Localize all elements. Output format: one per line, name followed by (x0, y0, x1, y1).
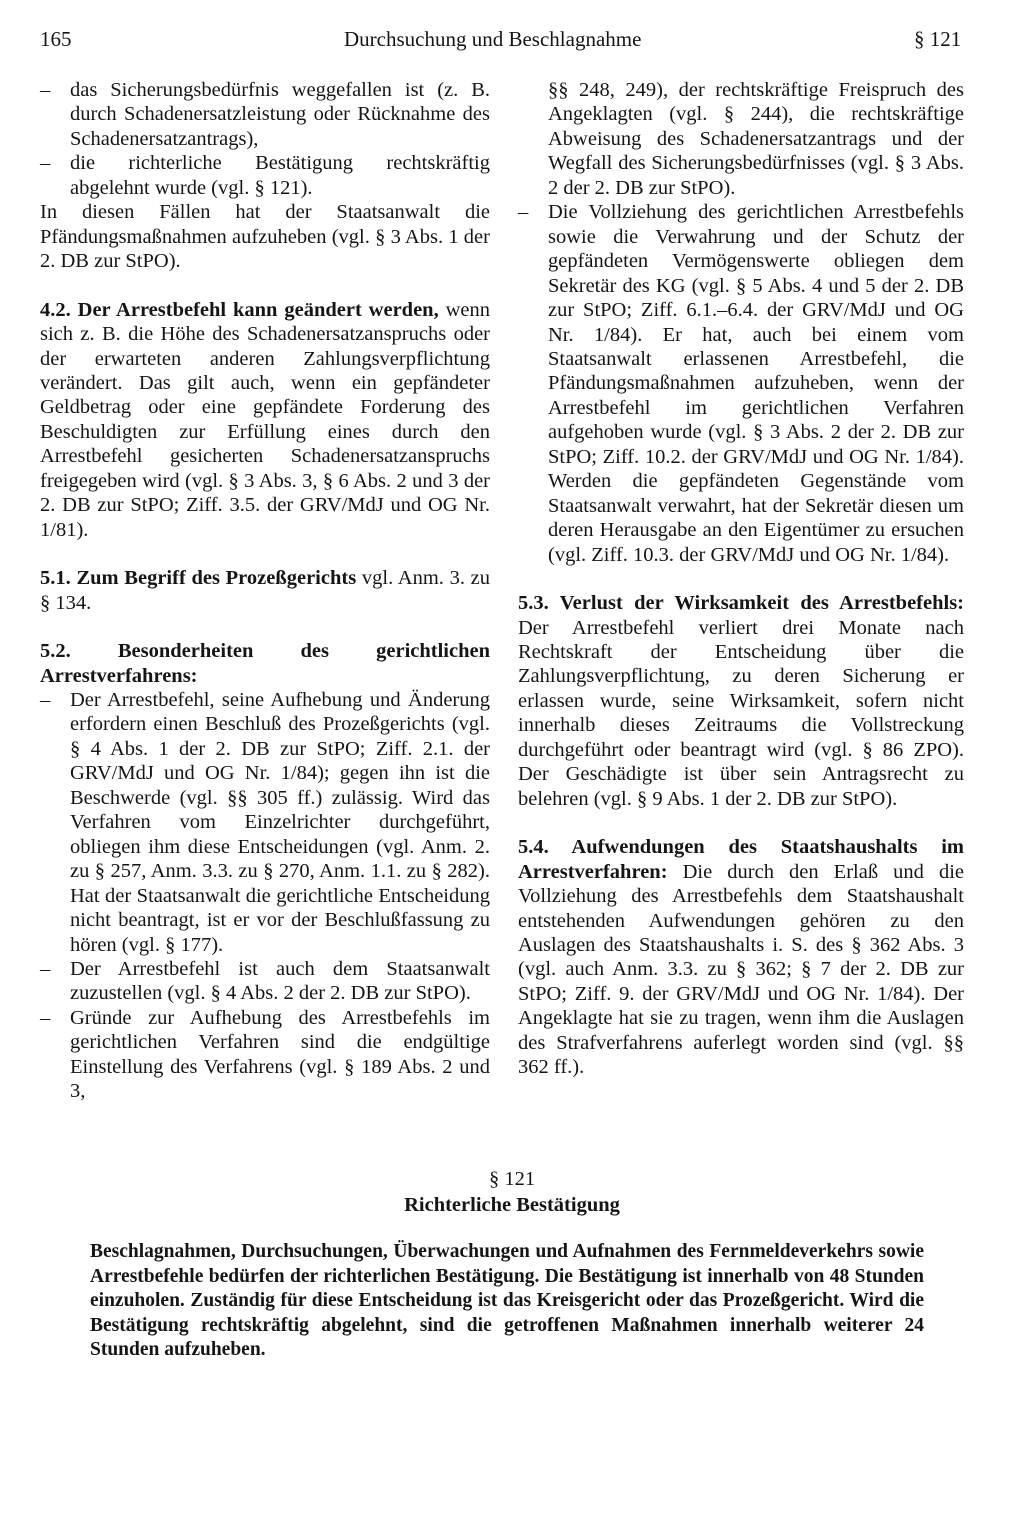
list-item-text: Die Vollziehung des gerichtlichen Arrestbefehls sowie die Verwahrung und der Schutz der gepfändeten Vermögenswerte obliegen dem Sekretär des KG (vgl. § 5 Abs. 4 und 5 der 2. DB zur StPO; Ziff. 6.1.–6.4. der GRV/MdJ und OG Nr. 1/84). Er hat, auch bei einem vom Staatsanwalt erlassenen Arrestbefehl, die Pfändungsmaßnahmen aufzuheben, wenn der Arrestbefehl im gerichtlichen Verfahren aufgehoben wurde (vgl. § 3 Abs. 2 der 2. DB zur StPO; Ziff. 10.2. der GRV/MdJ und OG Nr. 1/84). Werden die gepfändeten Gegenstände vom Staatsanwalt verwahrt, hat der Sekretär diesen um deren Herausgabe an den Eigentümer zu ersuchen (vgl. Ziff. 10.3. der GRV/MdJ und OG Nr. 1/84). (548, 201, 964, 566)
list-item (40, 688, 490, 957)
section-text: Die durch den Erlaß und die Vollziehung des Arrestbefehls dem Staatshaushalt entstehenden Aufwendungen gehören zu den Auslagen des Staatshaushalts i. S. des § 362 Abs. 3 (vgl. auch Anm. 3.3. zu § 362; § 7 der 2. DB zur StPO; Ziff. 9. der GRV/MdJ und OG Nr. 1/84). Der Angeklagte hat sie zu tragen, wenn ihm die Auslagen des Strafverfahrens auferlegt worden sind (vgl. §§ 362 ff.). (518, 860, 965, 1079)
page-number: 165 (40, 27, 72, 51)
list-item (40, 957, 490, 1006)
list-item-text: die richterliche Bestätigung rechtskräftig abgelehnt wurde (vgl. § 121). (70, 152, 490, 199)
section-5-1 (40, 566, 490, 615)
section-number: 4.2. (40, 298, 71, 321)
header-section-mark: § 121 (914, 27, 962, 51)
statute-text: Beschlagnahmen, Durchsuchungen, Überwachungen und Aufnahmen des Fernmeldeverkehrs sowie Arrestbefehle bedürfen der richterlichen Bestätigung. Die Bestätigung ist innerhalb von 48 Stunden einzuholen. Zuständig für diese Entscheidung ist das Kreisgericht oder das Prozeßgericht. Wird die Bestätigung rechtskräftig abgelehnt, sind die getroffenen Maßnahmen innerhalb weiterer 24 Stunden aufzuheben. (90, 1241, 924, 1360)
list-item-text: das Sicherungsbedürfnis weggefallen ist (z. B. durch Schadenersatzleistung oder Rücknahme des Schadenersatzantrags), (70, 79, 490, 150)
section-text: vgl. Anm. 3. zu § 134. (40, 567, 491, 614)
list-item-text: Gründe zur Aufhebung des Arrestbefehls im gerichtlichen Verfahren sind die endgültige Einstellung des Verfahrens (vgl. § 189 Abs. 2 und 3, (70, 1006, 490, 1103)
section-number: 5.1. (40, 567, 71, 590)
list-item-text: Der Arrestbefehl, seine Aufhebung und Änderung erfordern einen Beschluß des Prozeßgerichts (vgl. § 4 Abs. 1 der 2. DB zur StPO; Ziff. 2.1. der GRV/MdJ und OG Nr. 1/84); gegen ihn ist die Beschwerde (vgl. §§ 305 ff.) zulässig. Wird das Verfahren vom Einzelrichter durchgeführt, obliegen ihm diese Entscheidungen (vgl. Anm. 2. zu § 257, Anm. 3.3. zu § 270, Anm. 1.1. zu § 282). Hat der Staatsanwalt die gerichtliche Entscheidung nicht beantragt, ist er vor der Beschlußfassung zu hören (vgl. § 177). (70, 688, 490, 956)
list-item (40, 151, 490, 200)
section-5-4 (518, 835, 964, 1080)
dash-marker: – (518, 201, 529, 224)
list-item-text: Der Arrestbefehl ist auch dem Staatsanwalt zuzustellen (vgl. § 4 Abs. 2 der 2. DB zur StPO). (70, 957, 490, 1005)
dash-marker: – (40, 79, 51, 101)
paragraph: In diesen Fällen hat der Staatsanwalt die Pfändungsmaßnahmen aufzuheben (vgl. § 3 Abs. 1 der 2. DB zur StPO). (40, 201, 490, 273)
dash-marker: – (40, 1006, 51, 1029)
section-heading: Der Arrestbefehl kann geändert werden, (77, 298, 439, 321)
dash-marker: – (40, 688, 51, 711)
section-text: wenn sich z. B. die Höhe des Schadenersatzanspruchs oder der erwarteten anderen Zahlungsverpflichtung verändert. Das gilt auch, wenn ein gepfändeter Geldbetrag oder eine gepfändete Forderung des Beschuldigten zur Erfüllung eines durch den Arrestbefehl gesicherten Schadenersatzanspruchs freigegeben wird (vgl. § 3 Abs. 3, § 6 Abs. 2 und 3 der 2. DB zur StPO; Ziff. 3.5. der GRV/MdJ und OG Nr. 1/81). (40, 298, 491, 541)
list-item (40, 1006, 490, 1104)
list-item (40, 78, 490, 151)
section-text: Der Arrestbefehl verliert drei Monate nach Rechtskraft der Entscheidung über die Zahlungsverpflichtung, zu deren Sicherung er erlassen wurde, seine Wirksamkeit, sofern nicht innerhalb dieses Zeitraums die Vollstreckung durchgeführt oder beantragt wird (vgl. § 86 ZPO). Der Geschädigte ist über sein Antragsrecht zu belehren (vgl. § 9 Abs. 1 der 2. DB zur StPO). (518, 616, 964, 810)
running-title: Durchsuchung und Beschlagnahme (344, 27, 642, 51)
section-heading: 5.4. Aufwendungen des Staatshaushalts im Arrestverfahren: (518, 836, 964, 883)
section-4-2 (40, 298, 490, 543)
right-column (518, 78, 964, 1080)
section-5-3 (518, 591, 964, 811)
statute-section: § 121 (488, 1168, 536, 1190)
statute-title: Richterliche Bestätigung (404, 1194, 620, 1216)
list-item (518, 200, 964, 567)
left-column (40, 78, 490, 1104)
section-5-2-heading: 5.2. Besonderheiten des gerichtlichen Arrestverfahrens: (40, 640, 490, 687)
continued-list-text: §§ 248, 249), der rechtskräftige Freispruch des Angeklagten (vgl. § 244), die rechtskräftige Abweisung des Schadenersatzantrags und der Wegfall des Sicherungsbedürfnisses (vgl. § 3 Abs. 2 der 2. DB zur StPO). (548, 79, 964, 199)
section-heading: 5.3. Verlust der Wirksamkeit des Arrestbefehls: (518, 592, 964, 615)
dash-marker: – (40, 957, 51, 980)
section-heading: Zum Begriff des Prozeßgerichts (76, 567, 357, 590)
dash-marker: – (40, 152, 51, 175)
